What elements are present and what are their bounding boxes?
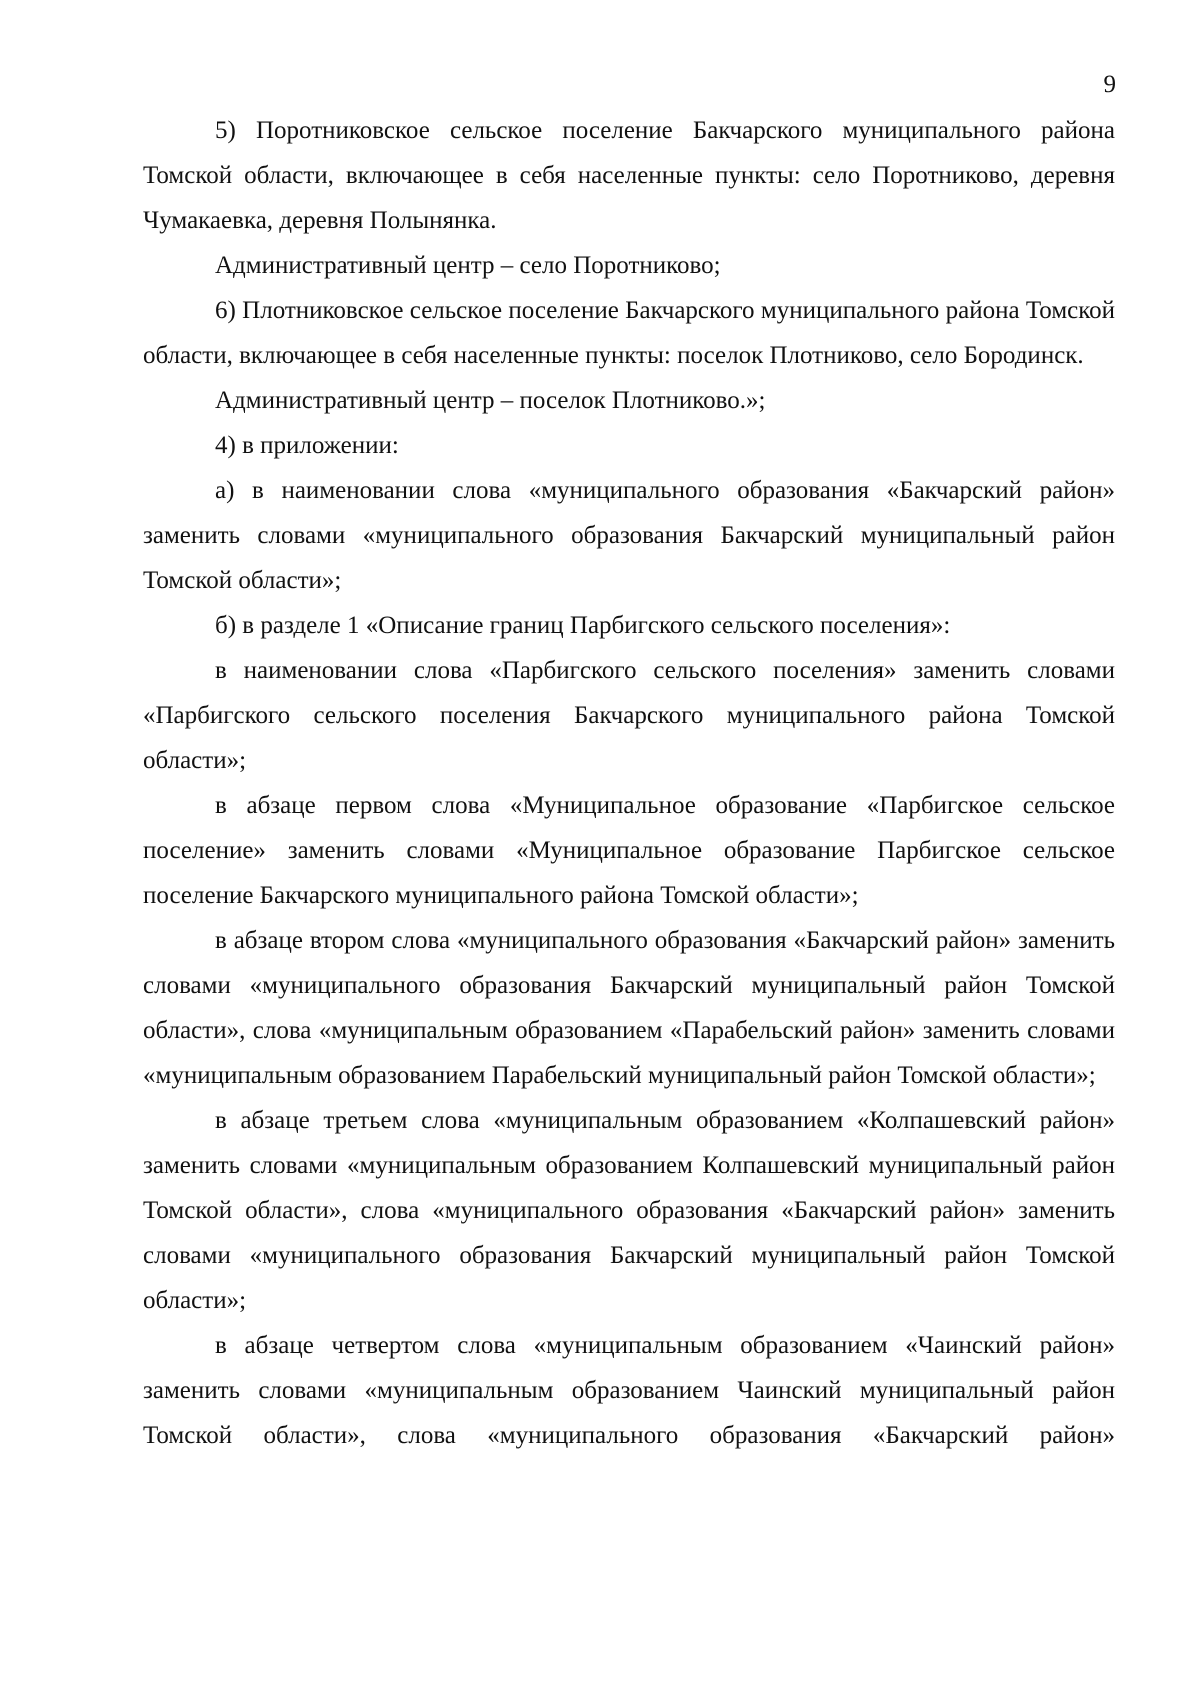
- paragraph-second-abzac: в абзаце втором слова «муниципального образования «Бакчарский район» заменить словами «муниципального образования Бакчарский муниципальный район Томской области», слова «муниципальным образованием «Парабельский район» заменить словами «муниципальным образованием Парабельский муниципальный район Томской области»;: [143, 927, 1115, 1089]
- paragraph-item-6: 6) Плотниковское сельское поселение Бакчарского муниципального района Томской области, включающее в себя населенные пункты: поселок Плотниково, село Бородинск.: [143, 297, 1115, 369]
- paragraph-first-abzac: в абзаце первом слова «Муниципальное образование «Парбигское сельское поселение» заменить словами «Муниципальное образование Парбигское сельское поселение Бакчарского муниципального района Томской области»;: [143, 792, 1115, 909]
- document-body: [143, 108, 1115, 1458]
- paragraph-subitem-a: а) в наименовании слова «муниципального образования «Бакчарский район» заменить словами «муниципального образования Бакчарский муниципальный район Томской области»;: [143, 477, 1115, 594]
- paragraph-item-5: 5) Поротниковское сельское поселение Бакчарского муниципального района Томской области, включающее в себя населенные пункты: село Поротниково, деревня Чумакаевка, деревня Полынянка.: [143, 117, 1115, 234]
- paragraph-item-4-appendix: 4) в приложении:: [215, 432, 399, 459]
- paragraph-subitem-b: б) в разделе 1 «Описание границ Парбигского сельского поселения»:: [215, 612, 951, 639]
- paragraph-admin-center-porotnikovo: Административный центр – село Поротниково;: [215, 252, 721, 279]
- paragraph-admin-center-plotnikovo: Административный центр – поселок Плотниково.»;: [215, 387, 766, 414]
- paragraph-fourth-abzac: в абзаце четвертом слова «муниципальным образованием «Чаинский район» заменить словами «муниципальным образованием Чаинский муниципальный район Томской области», слова «муниципального образования «Бакчарский район»: [143, 1332, 1115, 1449]
- paragraph-title-change: в наименовании слова «Парбигского сельского поселения» заменить словами «Парбигского сельского поселения Бакчарского муниципального района Томской области»;: [143, 657, 1115, 774]
- page-number: 9: [1103, 71, 1116, 98]
- paragraph-third-abzac: в абзаце третьем слова «муниципальным образованием «Колпашевский район» заменить словами «муниципальным образованием Колпашевский муниципальный район Томской области», слова «муниципального образования «Бакчарский район» заменить словами «муниципального образования Бакчарский муниципальный район Томской области»;: [143, 1107, 1115, 1314]
